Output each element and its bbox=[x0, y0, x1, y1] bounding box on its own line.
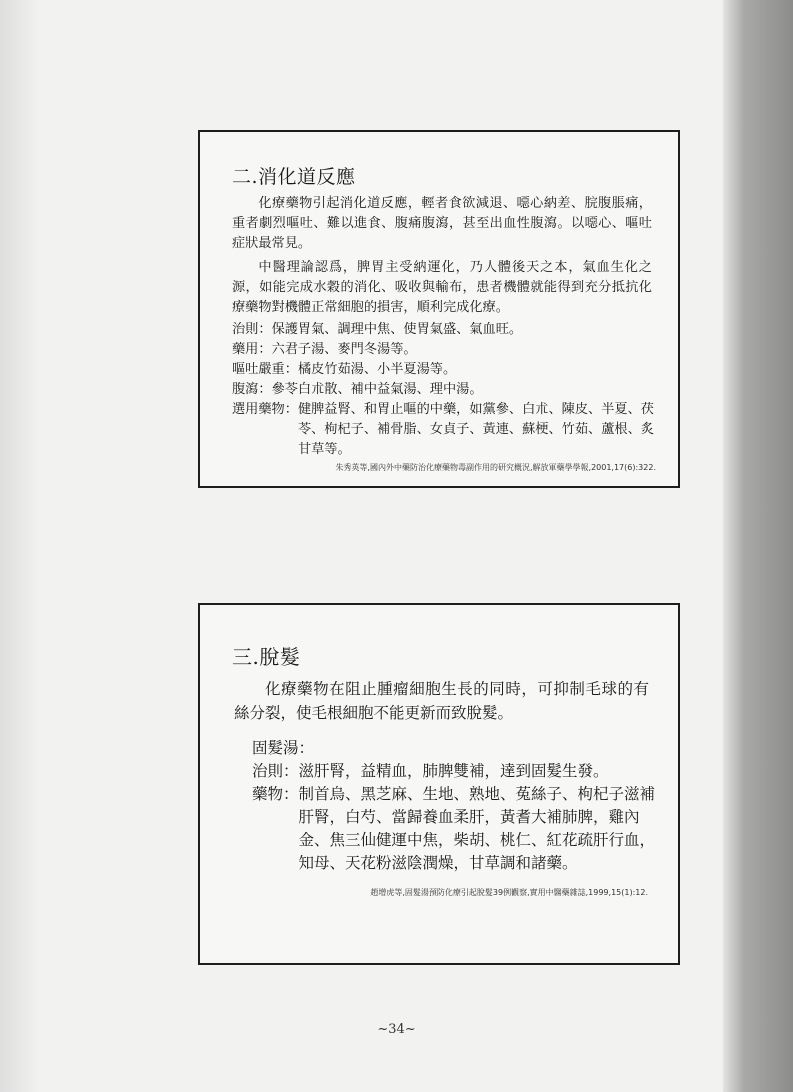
slide-title: 二.消化道反應 bbox=[232, 166, 356, 188]
page-number: ~34~ bbox=[377, 1022, 416, 1037]
citation: 趙增虎等,固髮湯預防化療引起脫髮39例觀察,實用中醫藥雜誌,1999,15(1):12. bbox=[370, 888, 648, 897]
item-label: 治則： bbox=[252, 762, 299, 780]
item-text: 健脾益腎、和胃止嘔的中藥，如黨參、白朮、陳皮、半夏、茯苓、枸杞子、補骨脂、女貞子、黃連、蘇梗、竹茹、蘆根、炙甘草等。 bbox=[297, 402, 654, 457]
slide-hair-loss bbox=[198, 603, 680, 965]
item-text: 保護胃氣、調理中焦、使胃氣盛、氣血旺。 bbox=[271, 322, 523, 337]
page-edge-left bbox=[0, 0, 40, 1092]
paragraph-symptoms: 化療藥物引起消化道反應，輕者食欲減退、噁心納差、脘腹脹痛，重者劇烈嘔吐、難以進食、腹痛腹瀉，甚至出血性腹瀉。以噁心、嘔吐症狀最常見。 bbox=[232, 196, 652, 251]
item-text: 六君子湯、麥門冬湯等。 bbox=[271, 342, 417, 357]
paragraph-mechanism: 化療藥物在阻止腫瘤細胞生長的同時，可抑制毛球的有絲分裂，使毛根細胞不能更新而致脫髮。 bbox=[234, 680, 649, 722]
item-label: 腹瀉： bbox=[232, 382, 272, 397]
formula-name: 固髮湯： bbox=[252, 739, 315, 757]
item-text: 參苓白朮散、補中益氣湯、理中湯。 bbox=[271, 382, 483, 397]
list-item bbox=[232, 400, 662, 460]
item-label: 治則： bbox=[232, 322, 272, 337]
item-text: 橘皮竹茹湯、小半夏湯等。 bbox=[297, 362, 457, 377]
list-item bbox=[232, 320, 662, 340]
item-label: 藥物： bbox=[252, 785, 299, 803]
item-text: 滋肝腎，益精血，肺脾雙補，達到固髮生發。 bbox=[298, 762, 609, 780]
treatment-list bbox=[232, 320, 662, 460]
item-label: 嘔吐嚴重： bbox=[232, 362, 298, 377]
list-item bbox=[252, 760, 657, 783]
list-item bbox=[232, 360, 662, 380]
slide-digestive-reaction bbox=[198, 130, 680, 488]
paragraph-tcm-theory: 中醫理論認爲，脾胃主受納運化，乃人體後天之本，氣血生化之源，如能完成水穀的消化、吸收與輸布，患者機體就能得到充分抵抗化療藥物對機體正常細胞的損害，順利完成化療。 bbox=[232, 260, 652, 315]
formula-block bbox=[252, 737, 657, 875]
item-text: 制首烏、黑芝麻、生地、熟地、菟絲子、枸杞子滋補肝腎，白芍、當歸養血柔肝，黃耆大補肺脾，雞內金、焦三仙健運中焦，柴胡、桃仁、紅花疏肝行血，知母、天花粉滋陰潤燥，甘草調和諸藥。 bbox=[298, 785, 656, 872]
citation: 朱秀英等,國內外中藥防治化療藥物毒副作用的研究概況,解放軍藥學學報,2001,17(6):322. bbox=[335, 463, 656, 472]
slide-title: 三.脫髮 bbox=[232, 645, 301, 669]
list-item bbox=[252, 783, 657, 875]
list-item bbox=[232, 340, 662, 360]
page-edge-right bbox=[723, 0, 793, 1092]
item-label: 藥用： bbox=[232, 342, 272, 357]
item-label: 選用藥物： bbox=[232, 402, 298, 417]
list-item bbox=[232, 380, 662, 400]
